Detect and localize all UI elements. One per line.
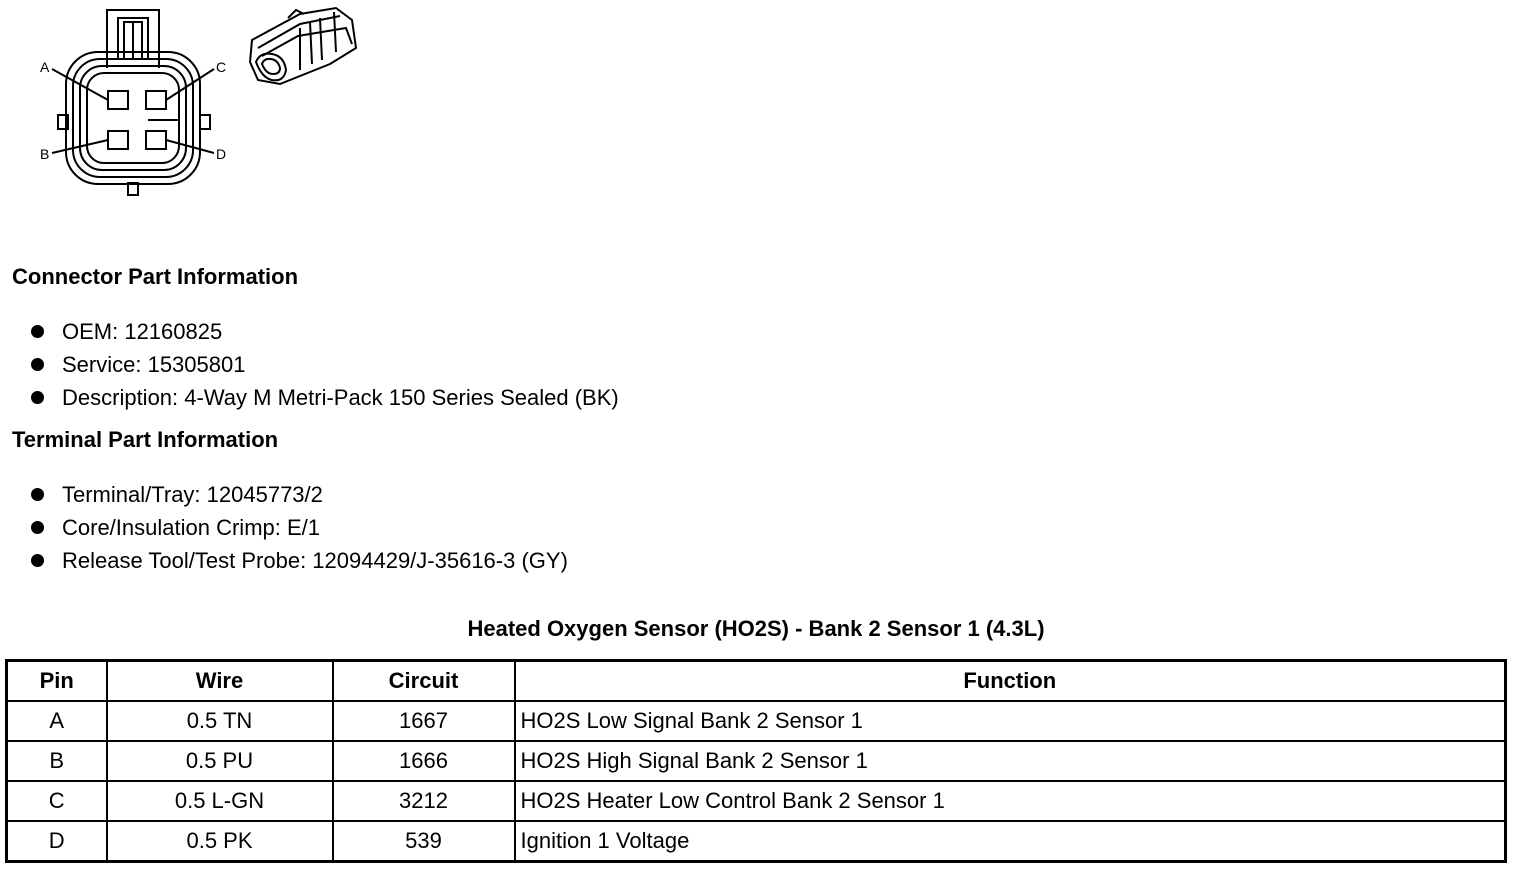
bullet-icon: [31, 521, 44, 534]
cell-pin: A: [7, 701, 107, 741]
cell-wire: 0.5 PK: [107, 821, 333, 862]
cell-pin: D: [7, 821, 107, 862]
bullet-icon: [31, 358, 44, 371]
header-wire: Wire: [107, 661, 333, 702]
cavity-a: [108, 91, 128, 109]
cell-wire: 0.5 L-GN: [107, 781, 333, 821]
list-item: Description: 4-Way M Metri-Pack 150 Series Sealed (BK): [30, 381, 619, 414]
connector-info-list: [30, 315, 619, 414]
cavity-b: [108, 131, 128, 149]
pinout-table: [5, 659, 1507, 863]
list-item: Service: 15305801: [30, 348, 619, 381]
header-circuit: Circuit: [333, 661, 515, 702]
cell-function: HO2S Low Signal Bank 2 Sensor 1: [515, 701, 1506, 741]
pin-label-a: A: [40, 59, 50, 75]
connector-3d-view: [250, 8, 356, 84]
bullet-icon: [31, 391, 44, 404]
connector-side-tab-right: [200, 115, 210, 129]
cell-pin: B: [7, 741, 107, 781]
cell-wire: 0.5 PU: [107, 741, 333, 781]
list-item: Terminal/Tray: 12045773/2: [30, 478, 568, 511]
bullet-icon: [31, 488, 44, 501]
terminal-info-list: [30, 478, 568, 577]
list-item: Core/Insulation Crimp: E/1: [30, 511, 568, 544]
cell-wire: 0.5 TN: [107, 701, 333, 741]
cell-function: HO2S Heater Low Control Bank 2 Sensor 1: [515, 781, 1506, 821]
connector-diagram: [0, 0, 380, 210]
pin-label-d: D: [216, 146, 227, 162]
connector-info-title: Connector Part Information: [12, 264, 299, 289]
list-item: Release Tool/Test Probe: 12094429/J-35616-3 (GY): [30, 544, 568, 577]
cavity-d: [146, 131, 166, 149]
cell-pin: C: [7, 781, 107, 821]
cell-circuit: 3212: [333, 781, 515, 821]
terminal-info-title: Terminal Part Information: [12, 427, 279, 452]
table-row: [7, 781, 1506, 821]
cell-function: Ignition 1 Voltage: [515, 821, 1506, 862]
table-title: Heated Oxygen Sensor (HO2S) - Bank 2 Sensor 1 (4.3L): [467, 616, 1045, 641]
pin-label-c: C: [216, 59, 227, 75]
cavity-c: [146, 91, 166, 109]
pin-label-b: B: [40, 146, 50, 162]
table-header-row: [7, 661, 1506, 702]
list-item: OEM: 12160825: [30, 315, 619, 348]
table-row: [7, 741, 1506, 781]
table-row: [7, 701, 1506, 741]
cell-function: HO2S High Signal Bank 2 Sensor 1: [515, 741, 1506, 781]
header-pin: Pin: [7, 661, 107, 702]
bullet-icon: [31, 325, 44, 338]
cell-circuit: 1667: [333, 701, 515, 741]
table-row: [7, 821, 1506, 862]
bullet-icon: [31, 554, 44, 567]
header-function: Function: [515, 661, 1506, 702]
cell-circuit: 1666: [333, 741, 515, 781]
cell-circuit: 539: [333, 821, 515, 862]
